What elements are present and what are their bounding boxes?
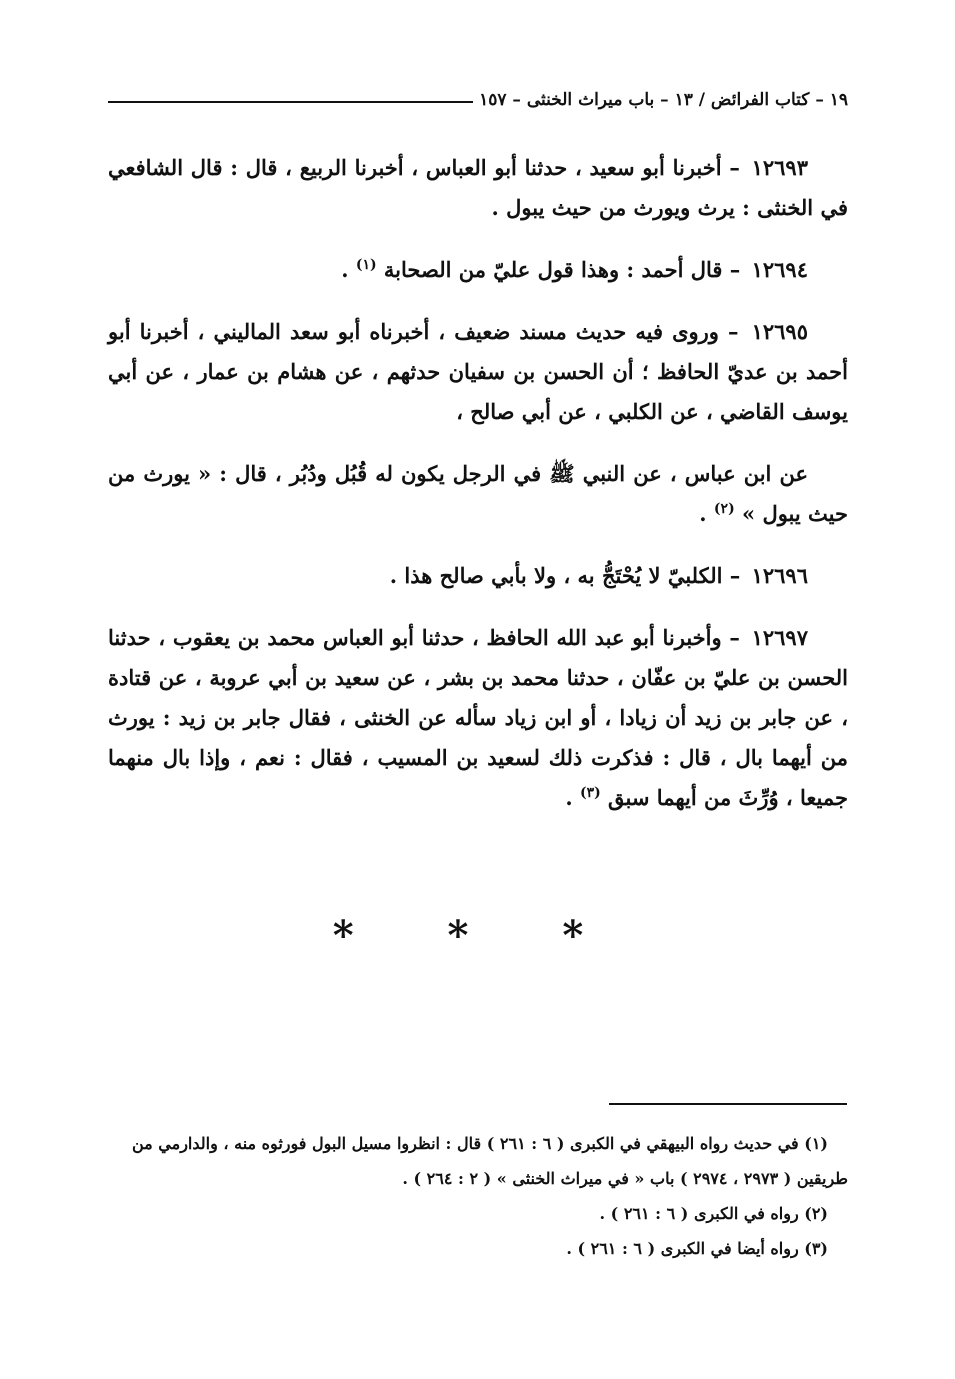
footnote-rule xyxy=(609,1103,847,1105)
footnote-2: (٢) رواه في الكبرى ( ٦ : ٢٦١ ) . xyxy=(599,1204,828,1223)
paragraph-tail: . xyxy=(565,785,580,810)
hadith-number: ١٢٦٩٣ xyxy=(751,155,808,180)
paragraph-text: عن ابن عباس ، عن النبي ﷺ في الرجل يكون له قُبُل ودُبُر ، قال : « يورث من حيث يبول » xyxy=(108,461,848,526)
paragraph-text: – وروى فيه حديث مسند ضعيف ، أخبرناه أبو سعد الماليني ، أخبرنا أبو أحمد بن عديّ الحافظ ؛ أن الحسن بن سفيان حدثهم ، عن هشام بن عمار ، عن أبي يوسف القاضي ، عن الكلبي ، عن أبي صالح ، xyxy=(108,319,848,424)
paragraph-text: – أخبرنا أبو سعيد ، حدثنا أبو العباس ، أخبرنا الربيع ، قال : قال الشافعي في الخنثى : يرث ويورث من حيث يبول . xyxy=(108,155,848,220)
paragraph-text: – قال أحمد : وهذا قول عليّ من الصحابة xyxy=(383,257,741,282)
main-text xyxy=(108,148,848,840)
footnote-ref[interactable]: (٢) xyxy=(713,501,735,517)
footnote-1: (١) في حديث رواه البيهقي في الكبرى ( ٦ : ٢٦١ ) قال : انظروا مسيل البول فورثوه منه ، والدارمي من طريقين ( ٢٩٧٣ ، ٢٩٧٤ ) باب « في ميراث الخنثى » ( ٢ : ٢٦٤ ) . xyxy=(131,1134,848,1188)
paragraph-tail: . xyxy=(341,257,356,282)
paragraph-12693 xyxy=(108,148,848,228)
running-header xyxy=(108,90,848,110)
paragraph-12694 xyxy=(108,250,848,290)
paragraph-12695 xyxy=(108,312,848,432)
footnote-3: (٣) رواه أيضا في الكبرى ( ٦ : ٢٦١ ) . xyxy=(566,1239,828,1258)
paragraph-text: – وأخبرنا أبو عبد الله الحافظ ، حدثنا أبو العباس محمد بن يعقوب ، حدثنا الحسن بن عليّ بن عفّان ، حدثنا محمد بن بشر ، عن سعيد بن أبي عروبة ، عن قتادة ، عن جابر بن زيد أن زيادا ، أو ابن زياد سأله عن الخنثى ، فقال جابر بن زيد : يورث من أيهما بال ، قال : فذكرت ذلك لسعيد بن المسيب ، فقال : نعم ، وإذا بال منهما جميعا ، وُرِّثَ من أيهما سبق xyxy=(108,625,848,810)
hadith-number: ١٢٦٩٥ xyxy=(751,319,808,344)
hadith-number: ١٢٦٩٦ xyxy=(751,563,808,588)
paragraph-hadith-matn xyxy=(108,454,848,534)
paragraph-text: – الكلبيّ لا يُحْتَجُّ به ، ولا بأبي صالح هذا . xyxy=(389,563,741,588)
hadith-number: ١٢٦٩٤ xyxy=(751,257,808,282)
paragraph-tail: . xyxy=(699,501,714,526)
paragraph-12696 xyxy=(108,556,848,596)
hadith-number: ١٢٦٩٧ xyxy=(751,625,808,650)
paragraph-12697 xyxy=(108,618,848,818)
footnote-ref[interactable]: (٣) xyxy=(579,785,601,801)
footnote-ref[interactable]: (١) xyxy=(355,257,377,273)
section-separator: * * * xyxy=(332,912,624,959)
running-title: ١٩ – كتاب الفرائض / ١٣ – باب ميراث الخنثى – ١٥٧ xyxy=(479,90,848,110)
header-rule xyxy=(108,101,473,103)
footnotes xyxy=(108,1126,848,1266)
